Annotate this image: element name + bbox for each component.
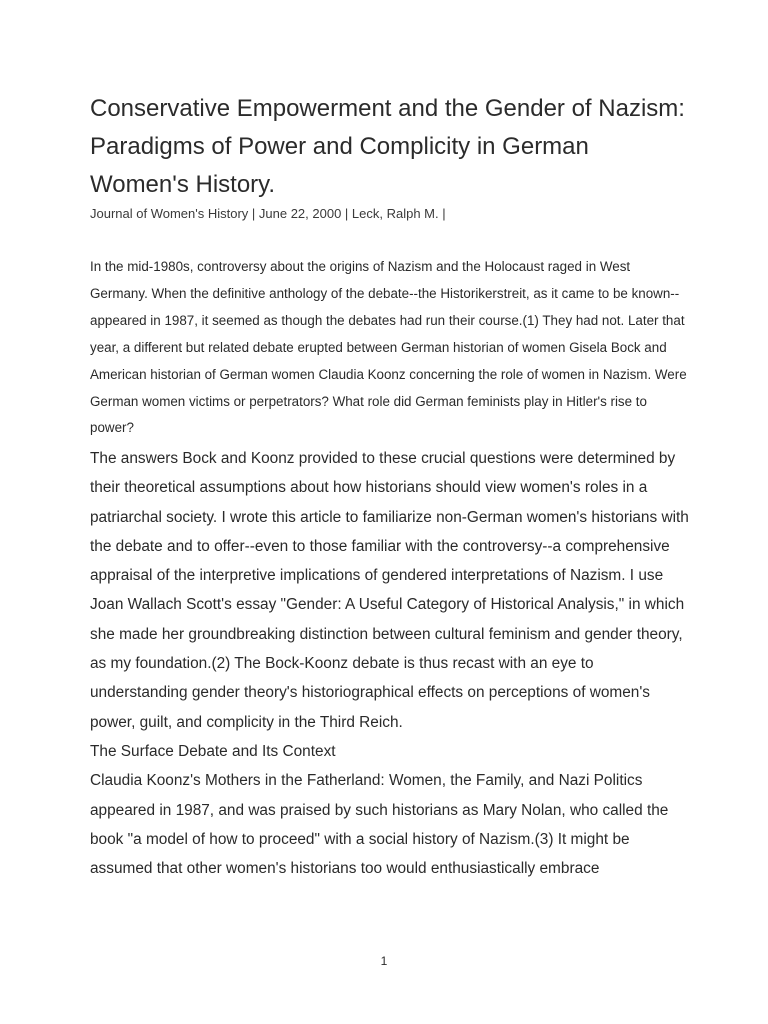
article-body bbox=[90, 444, 690, 883]
article-title: Conservative Empowerment and the Gender of Nazism: Paradigms of Power and Complicity in German Women's History. bbox=[90, 95, 685, 198]
body-paragraph: Claudia Koonz's Mothers in the Fatherland: Women, the Family, and Nazi Politics appeared in 1987, and was praised by such historians as Mary Nolan, who called the book "a model of how to proceed" with a social history of Nazism.(3) It might be assumed that other women's historians too would enthusiastically embrace bbox=[90, 772, 669, 878]
page-number: 1 bbox=[380, 954, 388, 968]
body-paragraph: The answers Bock and Koonz provided to these crucial questions were determined by their theoretical assumptions about how historians should view women's roles in a patriarchal society. I wrote this article to familiarize non-German women's historians with the debate and to offer--even to those familiar with the controversy--a comprehensive appraisal of the interpretive implications of gendered interpretations of Nazism. I use Joan Wallach Scott's essay "Gender: A Useful Category of Historical Analysis," in which she made her groundbreaking distinction between cultural feminism and gender theory, as my foundation.(2) The Bock-Koonz debate is thus recast with an eye to understanding gender theory's historiographical effects on perceptions of women's power, guilt, and complicity in the Third Reich. bbox=[90, 450, 689, 731]
article-abstract: In the mid-1980s, controversy about the origins of Nazism and the Holocaust raged in West Germany. When the definitive anthology of the debate--the Historikerstreit, as it came to be known--appeared in 1987, it seemed as though the debates had run their course.(1) They had not. Later that year, a different but related debate erupted between German historian of women Gisela Bock and American historian of German women Claudia Koonz concerning the role of women in Nazism. Were German women victims or perpetrators? What role did German feminists play in Hitler's rise to power? bbox=[90, 259, 687, 436]
article-byline: Journal of Women's History | June 22, 2000 | Leck, Ralph M. | bbox=[90, 206, 446, 221]
section-heading: The Surface Debate and Its Context bbox=[90, 742, 336, 760]
